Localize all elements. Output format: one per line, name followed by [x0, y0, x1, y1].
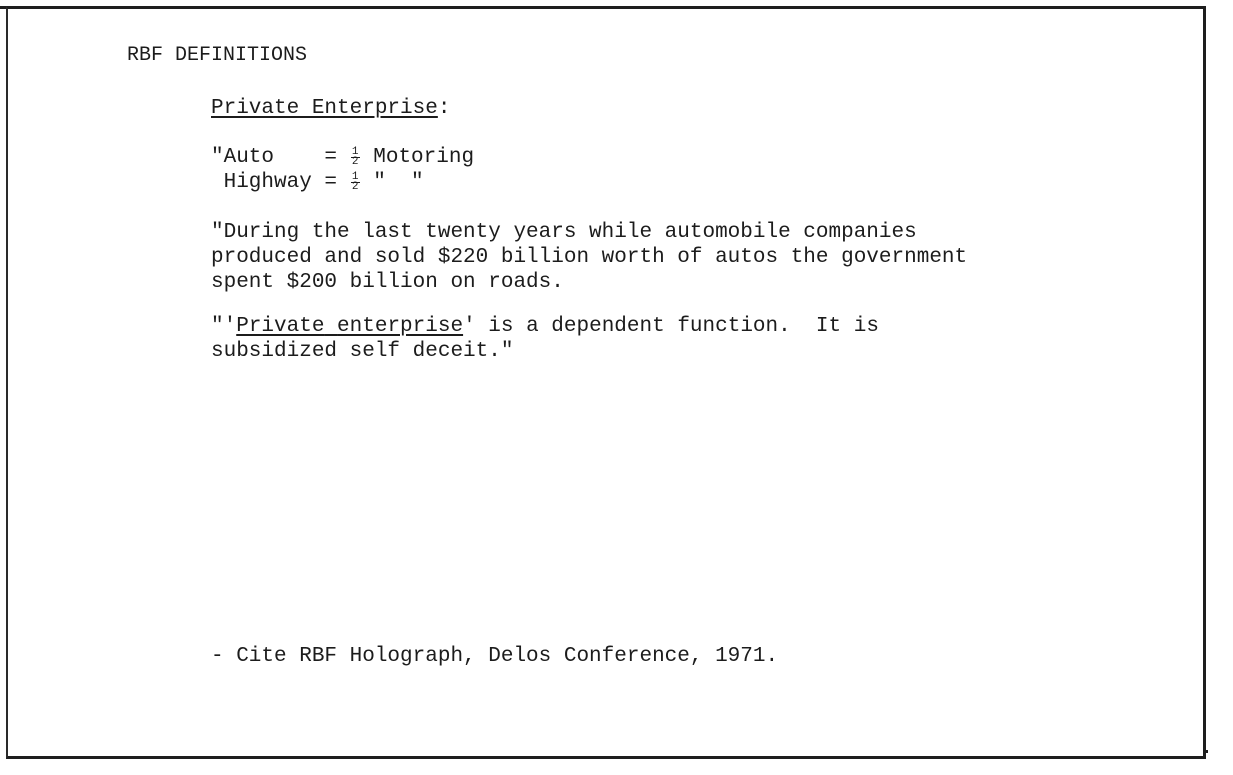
- equals-sign: =: [324, 146, 338, 169]
- phrase-space: [324, 315, 337, 338]
- page-title: RBF DEFINITIONS: [127, 44, 308, 67]
- half-fraction: [350, 173, 361, 192]
- quote-paragraph: [211, 314, 879, 364]
- subtitle-text: Private Enterprise: [211, 97, 438, 120]
- equation-value: " ": [373, 171, 424, 194]
- equation-line: [211, 170, 424, 195]
- equation-value: Motoring: [373, 146, 475, 169]
- fraction-numerator: 1: [351, 146, 359, 158]
- fraction-denominator: 2: [351, 181, 359, 193]
- fraction-denominator: 2: [351, 156, 359, 168]
- emphasized-phrase: [236, 315, 463, 338]
- equation-label: Highway: [211, 171, 325, 194]
- phrase-word: enterprise: [337, 315, 464, 338]
- quote-rest: ' is a dependent function. It is subsidized self deceit.": [211, 315, 879, 363]
- quote-open: "': [211, 315, 237, 338]
- quote-paragraph: "During the last twenty years while automobile companies produced and sold $220 billion worth of autos the government spent $200 billion on roads.: [211, 221, 968, 294]
- phrase-word: Private: [236, 315, 325, 338]
- equals-sign: =: [324, 171, 338, 194]
- equation-label: "Auto: [211, 146, 325, 169]
- fraction-numerator: 1: [351, 171, 359, 183]
- subtitle-colon: :: [437, 97, 451, 120]
- section-subtitle: [211, 96, 450, 121]
- citation: - Cite RBF Holograph, Delos Conference, 1971.: [211, 645, 779, 668]
- half-fraction: [350, 148, 361, 167]
- equation-line: [211, 145, 474, 170]
